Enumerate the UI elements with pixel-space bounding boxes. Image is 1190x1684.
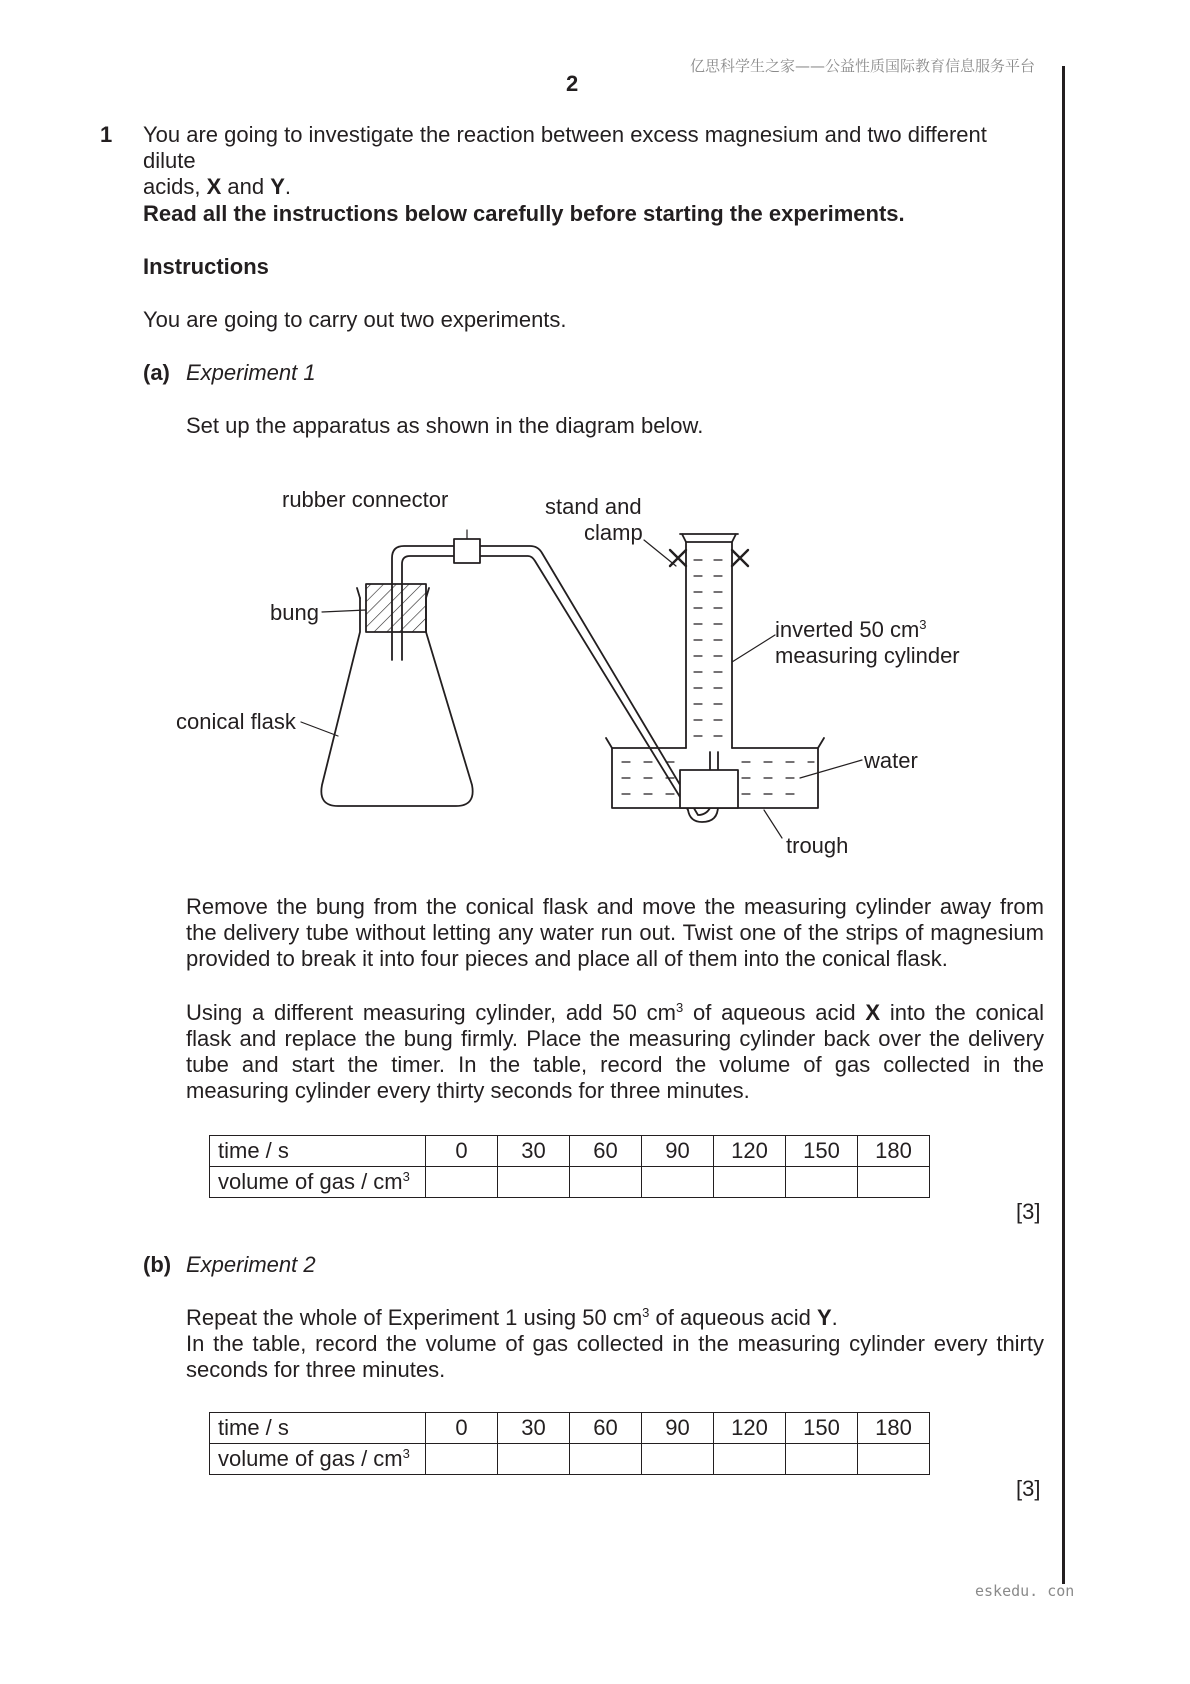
clamp xyxy=(670,550,748,566)
label-rubber-connector: rubber connector xyxy=(282,487,449,512)
part-a-paragraph-1: Remove the bung from the conical flask and move the measuring cylinder away from the delivery tube without letting any water run out. Twist one of the strips of magnesium provided to break it into four pieces and place all of them into the conical flask. xyxy=(186,894,1044,971)
time-cell: 30 xyxy=(498,1136,570,1167)
volume-input-cell[interactable] xyxy=(426,1444,498,1475)
bung xyxy=(366,584,426,632)
label-measuring-cylinder: measuring cylinder xyxy=(775,643,960,668)
label-stand-and: stand and xyxy=(545,494,642,519)
time-cell: 60 xyxy=(570,1413,642,1444)
volume-input-cell[interactable] xyxy=(786,1167,858,1198)
label-trough: trough xyxy=(786,833,849,858)
label-bung: bung xyxy=(270,600,319,625)
part-a-marks: [3] xyxy=(1016,1199,1041,1224)
label-inverted-cylinder: inverted 50 $cm^3$ xyxy=(775,617,927,642)
volume-input-cell[interactable] xyxy=(498,1444,570,1475)
volume-input-cell[interactable] xyxy=(570,1444,642,1475)
time-cell: 180 xyxy=(858,1413,930,1444)
volume-input-cell[interactable] xyxy=(786,1444,858,1475)
volume-input-cell[interactable] xyxy=(642,1167,714,1198)
part-b-label: (b) xyxy=(143,1252,172,1277)
part-b-title: Experiment 2 xyxy=(186,1252,316,1277)
page-footer: eskedu. con xyxy=(975,1582,1075,1600)
time-cell: 150 xyxy=(786,1413,858,1444)
part-a-paragraph-2: Using a different measuring cylinder, add 50 $cm^3$ of aqueous acid X into the conical flask and replace the bung firmly. Place the measuring cylinder back over the delivery tube and start the timer. In the table, record the volume of gas collected in the measuring cylinder every thirty seconds for three minutes. xyxy=(186,1000,1044,1103)
time-cell: 90 xyxy=(642,1136,714,1167)
time-label: time / s xyxy=(210,1136,426,1167)
volume-label: volume of gas / $cm^3$ xyxy=(210,1167,426,1198)
time-cell: 180 xyxy=(858,1136,930,1167)
volume-input-cell[interactable] xyxy=(426,1167,498,1198)
volume-input-cell[interactable] xyxy=(570,1167,642,1198)
question-number: 1 xyxy=(100,122,113,147)
volume-input-cell[interactable] xyxy=(858,1167,930,1198)
instructions-text: You are going to carry out two experiments. xyxy=(143,307,567,332)
time-cell: 120 xyxy=(714,1413,786,1444)
part-a-label: (a) xyxy=(143,360,170,385)
volume-input-cell[interactable] xyxy=(642,1444,714,1475)
time-cell: 0 xyxy=(426,1413,498,1444)
time-cell: 90 xyxy=(642,1413,714,1444)
rubber-connector xyxy=(454,539,480,563)
page-header: 亿思科学生之家——公益性质国际教育信息服务平台 xyxy=(690,57,1036,75)
warning-text: Read all the instructions below carefully before starting the experiments. xyxy=(143,201,905,226)
label-clamp: clamp xyxy=(584,520,643,545)
part-b-paragraph: In the table, record the volume of gas collected in the measuring cylinder every thirty seconds for three minutes. xyxy=(186,1331,1044,1382)
time-label: time / s xyxy=(210,1413,426,1444)
label-water: water xyxy=(864,748,918,773)
part-b-line-1: Repeat the whole of Experiment 1 using 50 $cm^3$ of aqueous acid Y. xyxy=(186,1305,838,1330)
results-table-experiment-2 xyxy=(209,1412,930,1475)
time-cell: 120 xyxy=(714,1136,786,1167)
table-row xyxy=(210,1136,930,1167)
time-cell: 30 xyxy=(498,1413,570,1444)
table-row xyxy=(210,1444,930,1475)
page-number: 2 xyxy=(566,71,579,96)
volume-label: volume of gas / $cm^3$ xyxy=(210,1444,426,1475)
part-a-title: Experiment 1 xyxy=(186,360,316,385)
intro-line-1: You are going to investigate the reaction between excess magnesium and two different dilute xyxy=(143,122,987,173)
instructions-heading: Instructions xyxy=(143,254,269,279)
volume-input-cell[interactable] xyxy=(498,1167,570,1198)
label-conical-flask: conical flask xyxy=(176,709,296,734)
results-table-experiment-1 xyxy=(209,1135,930,1198)
time-cell: 60 xyxy=(570,1136,642,1167)
intro-line-2: acids, X and Y. xyxy=(143,174,292,199)
volume-input-cell[interactable] xyxy=(858,1444,930,1475)
volume-input-cell[interactable] xyxy=(714,1444,786,1475)
part-b-marks: [3] xyxy=(1016,1476,1041,1501)
setup-text: Set up the apparatus as shown in the diagram below. xyxy=(186,413,704,438)
volume-input-cell[interactable] xyxy=(714,1167,786,1198)
time-cell: 0 xyxy=(426,1136,498,1167)
time-cell: 150 xyxy=(786,1136,858,1167)
measuring-cylinder xyxy=(686,542,732,748)
table-row xyxy=(210,1413,930,1444)
table-row xyxy=(210,1167,930,1198)
